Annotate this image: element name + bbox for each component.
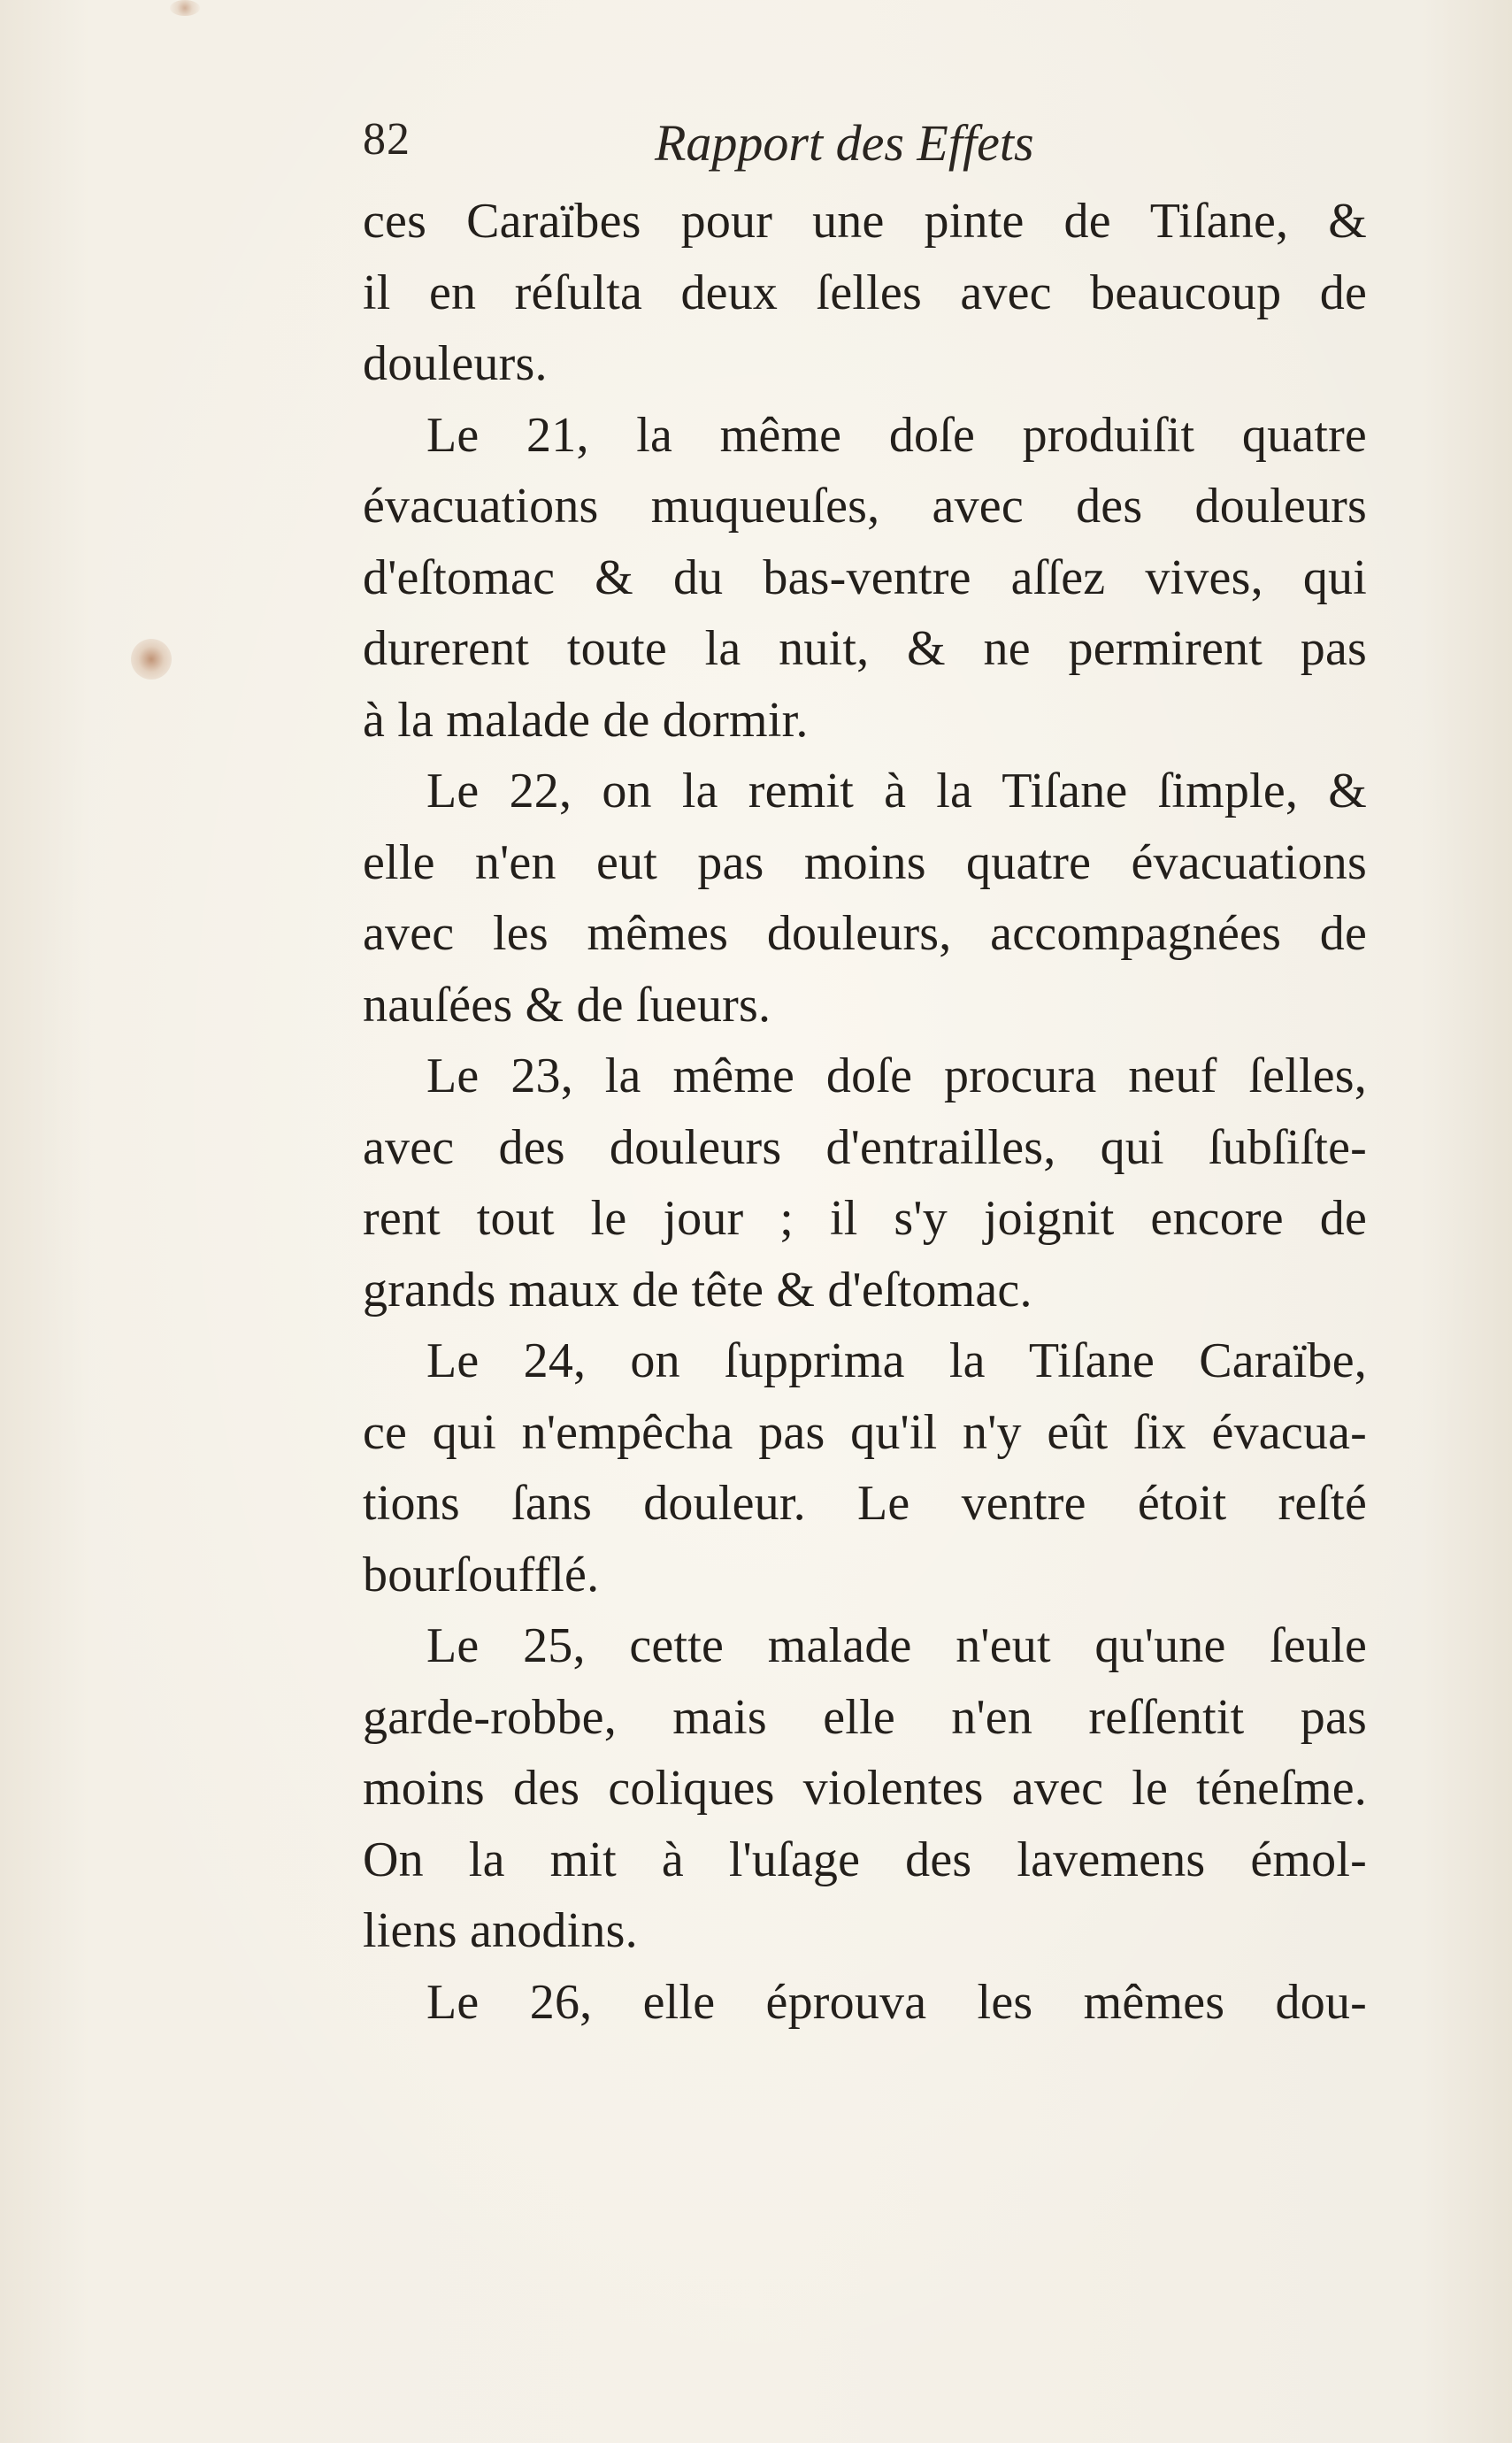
text-line: liens anodins. <box>363 1903 638 1958</box>
text-line: à la malade de dormir. <box>363 692 809 748</box>
text-line: ces Caraïbes pour une pinte de Tiſane, & <box>363 194 1367 249</box>
text-line: bourſoufflé. <box>363 1547 600 1602</box>
text-line: avec les mêmes douleurs, accompagnées de <box>363 906 1367 961</box>
text-line: On la mit à l'uſage des lavemens émol- <box>363 1832 1367 1887</box>
running-title: Rapport des Effets <box>655 114 1034 172</box>
text-line: il en réſulta deux ſelles avec beaucoup de <box>363 265 1367 320</box>
paragraph-3 <box>363 756 1367 1041</box>
paragraph-5 <box>363 1325 1367 1610</box>
paragraph-1 <box>363 186 1367 400</box>
paragraph-4 <box>363 1041 1367 1325</box>
text-line: elle n'en eut pas moins quatre évacuations <box>363 834 1367 890</box>
running-head <box>363 113 1367 184</box>
foxing-stain <box>131 639 172 680</box>
text-line: grands maux de tête & d'eſtomac. <box>363 1262 1032 1318</box>
page-number: 82 <box>363 114 411 165</box>
text-line: tions ſans douleur. Le ventre étoit reſté <box>363 1476 1367 1531</box>
text-line: Le 26, elle éprouva les mêmes dou- <box>426 1974 1367 2030</box>
text-line: nauſées & de ſueurs. <box>363 977 771 1033</box>
text-line: Le 23, la même doſe procura neuf ſelles, <box>426 1049 1367 1103</box>
text-line: douleurs. <box>363 336 548 391</box>
paragraph-2 <box>363 400 1367 757</box>
paragraph-6 <box>363 1610 1367 1967</box>
text-line: Le 24, on ſupprima la Tiſane Caraïbe, <box>426 1333 1367 1388</box>
text-line: d'eſtomac & du bas-ventre aſſez vives, qui <box>363 549 1367 605</box>
text-line: rent tout le jour ; il s'y joignit encore de <box>363 1191 1367 1246</box>
text-line: ce qui n'empêcha pas qu'il n'y eût ſix évacua- <box>363 1404 1367 1460</box>
text-line: évacuations muqueuſes, avec des douleurs <box>363 479 1367 534</box>
text-line: moins des coliques violentes avec le téneſme. <box>363 1761 1367 1816</box>
paragraph-7 <box>363 1967 1367 2039</box>
text-line: garde-robbe, mais elle n'en reſſentit pas <box>363 1689 1367 1745</box>
text-line: Le 25, cette malade n'eut qu'une ſeule <box>426 1618 1367 1673</box>
body-text <box>363 186 1367 2038</box>
text-line: Le 22, on la remit à la Tiſane ſimple, & <box>426 764 1367 818</box>
text-line: Le 21, la même doſe produiſit quatre <box>426 407 1367 463</box>
foxing-stain-top <box>170 0 200 16</box>
text-line: avec des douleurs d'entrailles, qui ſubſiſte- <box>363 1119 1367 1175</box>
text-line: durerent toute la nuit, & ne permirent pas <box>363 621 1367 676</box>
